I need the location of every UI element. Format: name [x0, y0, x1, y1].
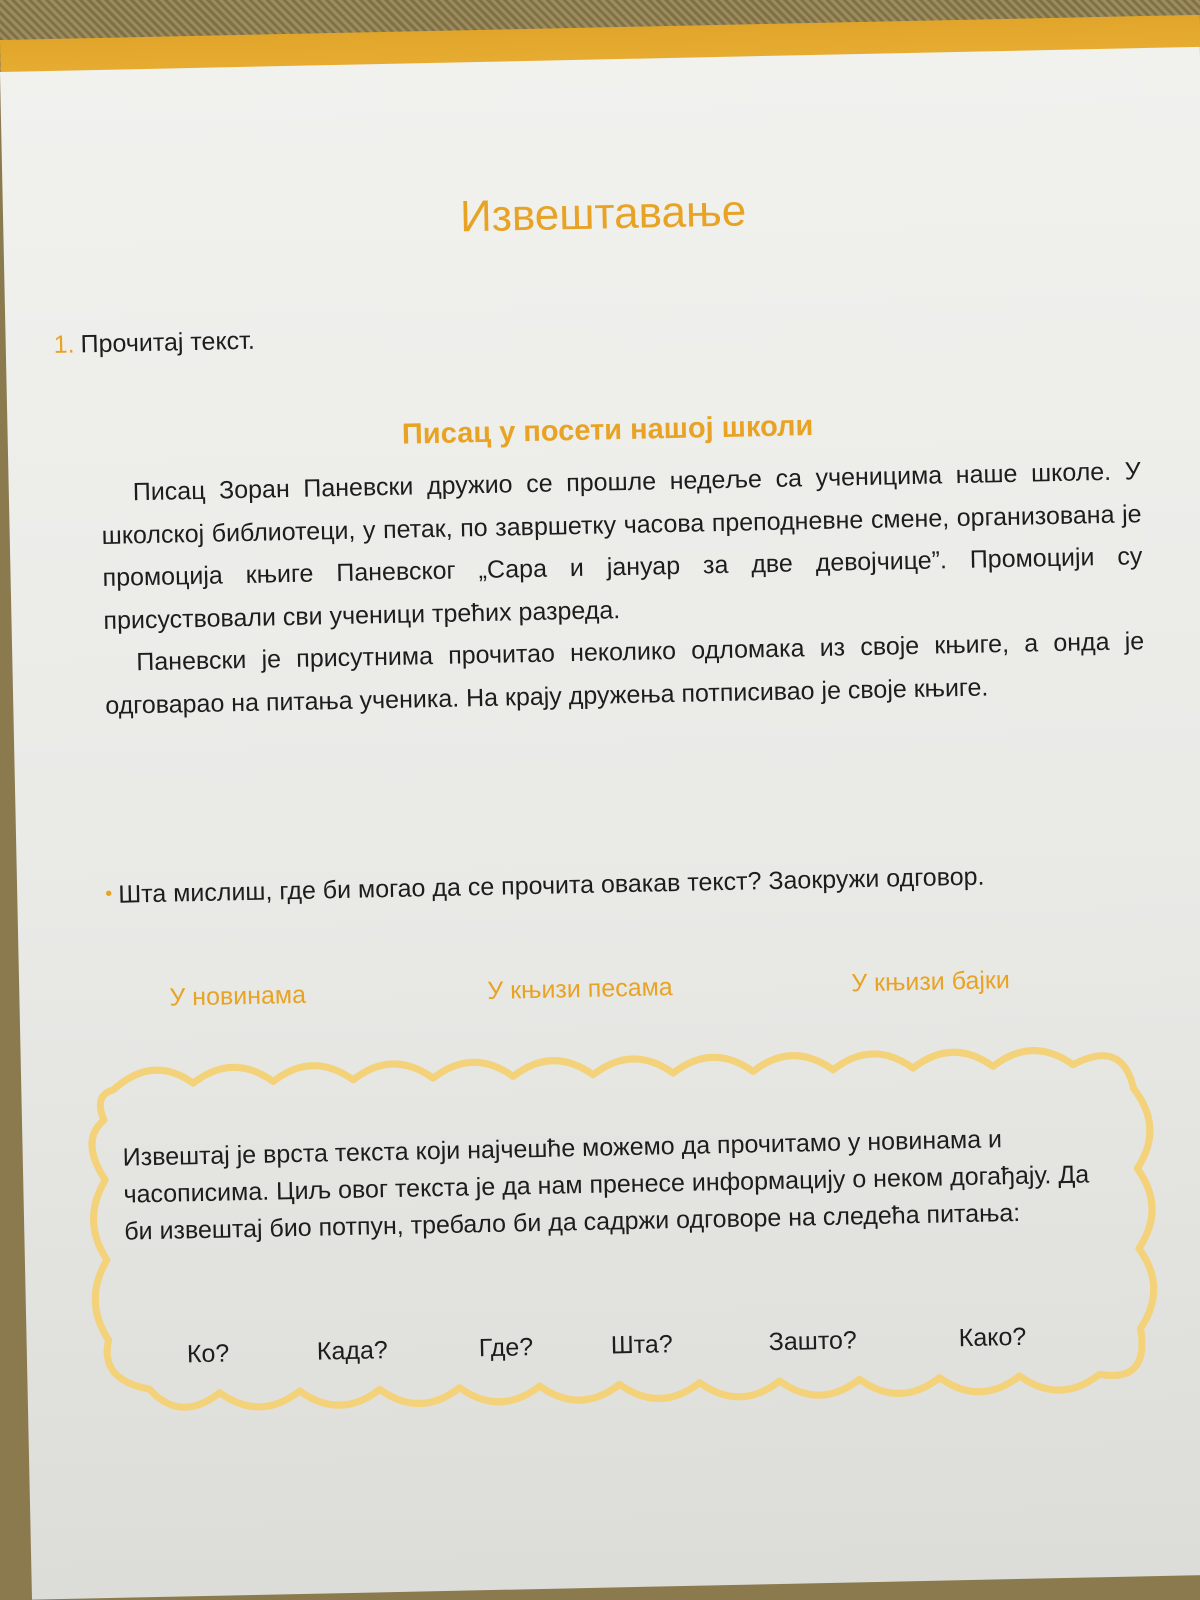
question-who: Ко?	[186, 1339, 230, 1369]
textbook-page	[0, 47, 1200, 1600]
answer-option-poetry-book[interactable]: У књизи песама	[487, 973, 673, 1005]
question-where: Где?	[478, 1333, 534, 1363]
page-title: Извештавање	[459, 186, 747, 242]
story-paragraph: Паневски је присутнима прочитао неколико одломака из своје књиге, а онда је одговарао на питања ученика. На крају дружења потписивао је своје књиге.	[104, 627, 1145, 720]
answer-option-fairytale-book[interactable]: У књизи бајки	[850, 966, 1011, 998]
question-text: Шта мислиш, где би могао да се прочита овакав текст? Заокружи одговор.	[117, 862, 985, 909]
info-definition: Извештај је врста текста који најчешће можемо да прочитамо у новинама и часописима. Циљ овог текста је да нам пренесе информацију о неком догађају. Да би извештај био потпун, требало би да садржи одговоре на следећа питања:	[122, 1125, 1090, 1246]
story-title: Писац у посети нашој школи	[401, 410, 814, 451]
story-paragraph: Писац Зоран Паневски дружио се прошле недеље са ученицима наше школе. У школској библиотеци, у петак, по завршетку часова преподневне смене, организована је промоција књиге Паневског „Сара и јануар за две девојчице”. Промоцији су присуствовали сви ученици трећих разреда.	[101, 457, 1143, 635]
answer-options	[169, 965, 1070, 1024]
task-instruction	[53, 327, 255, 360]
story-text	[100, 450, 1145, 727]
question-how: Како?	[958, 1322, 1027, 1353]
question	[105, 853, 1156, 914]
info-box-text	[122, 1119, 1114, 1251]
question-when: Када?	[316, 1336, 389, 1366]
task-text: Прочитај текст.	[80, 326, 256, 359]
question-why: Зашто?	[768, 1326, 858, 1357]
bullet-icon: •	[105, 882, 113, 905]
task-number: 1.	[53, 330, 75, 359]
question-what: Шта?	[610, 1330, 673, 1360]
answer-option-newspaper[interactable]: У новинама	[169, 980, 307, 1012]
